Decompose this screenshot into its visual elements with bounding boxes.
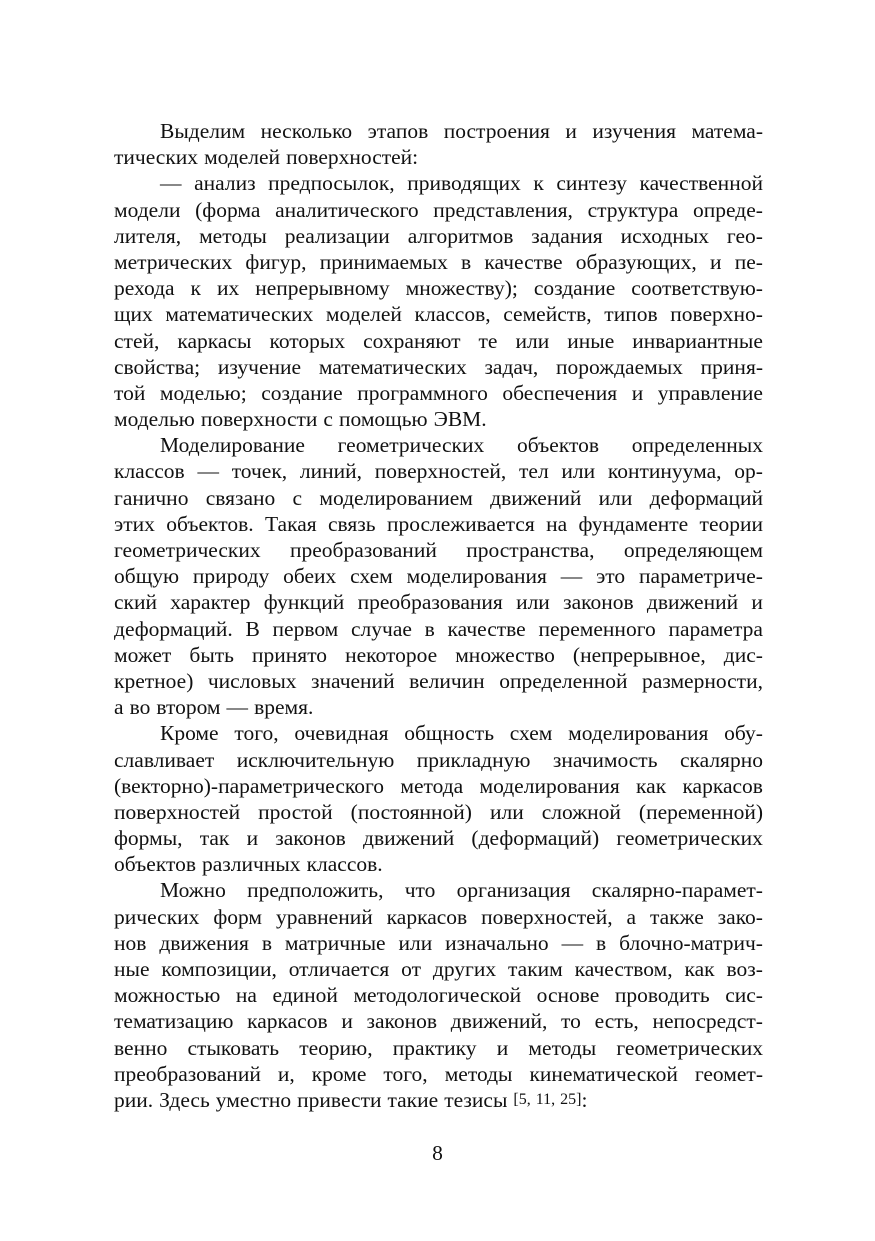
text-line: метрических фигур, принимаемых в качестве образующих, и пе- [114, 249, 763, 274]
text-line: Можно предположить, что организация скалярно-парамет- [160, 878, 763, 903]
paragraph [114, 432, 763, 720]
text-line: геометрических преобразований пространства, определяющем [114, 538, 763, 562]
text-line: стей, каркасы которых сохраняют те или иные инвариантные [114, 328, 763, 353]
text-line: классов — точек, линий, поверхностей, тел или континуума, ор- [114, 459, 763, 484]
text-line: — анализ предпосылок, приводящих к синтезу качественной [160, 171, 763, 196]
text-line: Моделирование геометрических объектов определенных [160, 433, 763, 458]
text-line: Кроме того, очевидная общность схем моделирования обу- [160, 721, 763, 746]
text-line: моделью поверхности с помощью ЭВМ. [114, 407, 487, 432]
text-line: тематизацию каркасов и законов движений, то есть, непосредст- [114, 1009, 763, 1034]
text-line: может быть принято некоторое множество (непрерывное, дис- [114, 642, 763, 667]
page-body [114, 118, 763, 1113]
text-line: общую природу обеих схем моделирования — это параметриче- [114, 564, 763, 589]
text-line: щих математических моделей классов, семейств, типов поверхно- [114, 302, 763, 327]
text-line: ные композиции, отличается от других таким качеством, как воз- [114, 957, 763, 981]
text-line: этих объектов. Такая связь прослеживается на фундаменте теории [114, 511, 763, 536]
text-line: славливает исключительную прикладную значимость скалярно [114, 747, 763, 772]
text-line: ганично связано с моделированием движений или деформаций [114, 485, 763, 510]
text-line: модели (форма аналитического представления, структура опреде- [114, 197, 763, 222]
text-line: а во втором — время. [114, 695, 314, 720]
trailing-colon: : [581, 1087, 588, 1112]
page-number: 8 [432, 1141, 443, 1165]
text-line: формы, так и законов движений (деформаций) геометрических [114, 826, 763, 851]
text-line: нов движения в матричные или изначально — в блочно-матрич- [114, 930, 763, 955]
text-line: деформаций. В первом случае в качестве переменного параметра [114, 616, 763, 641]
text-line: поверхностей простой (постоянной) или сложной (переменной) [114, 799, 763, 824]
text-line: рехода к их непрерывному множеству); создание соответствую- [114, 276, 763, 301]
paragraph [114, 170, 763, 432]
paragraph [114, 877, 763, 1113]
text-line: лителя, методы реализации алгоритмов задания исходных гео- [114, 223, 763, 248]
text-line: тических моделей поверхностей: [114, 145, 419, 170]
paragraph [114, 118, 763, 170]
text-line: Выделим несколько этапов построения и изучения матема- [160, 119, 763, 143]
text-line: рических форм уравнений каркасов поверхностей, а также зако- [114, 904, 763, 929]
citation-reference: [5, 11, 25] [513, 1090, 582, 1108]
text-line: той моделью; создание программного обеспечения и управление [114, 380, 763, 405]
text-line: (векторно)-параметрического метода моделирования как каркасов [114, 773, 763, 798]
text-line: преобразований и, кроме того, методы кинематической геомет- [114, 1061, 763, 1086]
text-line: можностью на единой методологической основе проводить сис- [114, 983, 763, 1008]
paragraph [114, 720, 763, 877]
text-line: венно стыковать теорию, практику и методы геометрических [114, 1035, 763, 1060]
text-line: ский характер функций преобразования или законов движений и [114, 590, 763, 615]
text-line: объектов различных классов. [114, 852, 383, 877]
text-line: рии. Здесь уместно привести такие тезисы [5, 11, 25] : [114, 1087, 588, 1112]
text-line: кретное) числовых значений величин определенной размерности, [114, 668, 763, 693]
text-line: свойства; изучение математических задач, порождаемых приня- [114, 354, 763, 379]
